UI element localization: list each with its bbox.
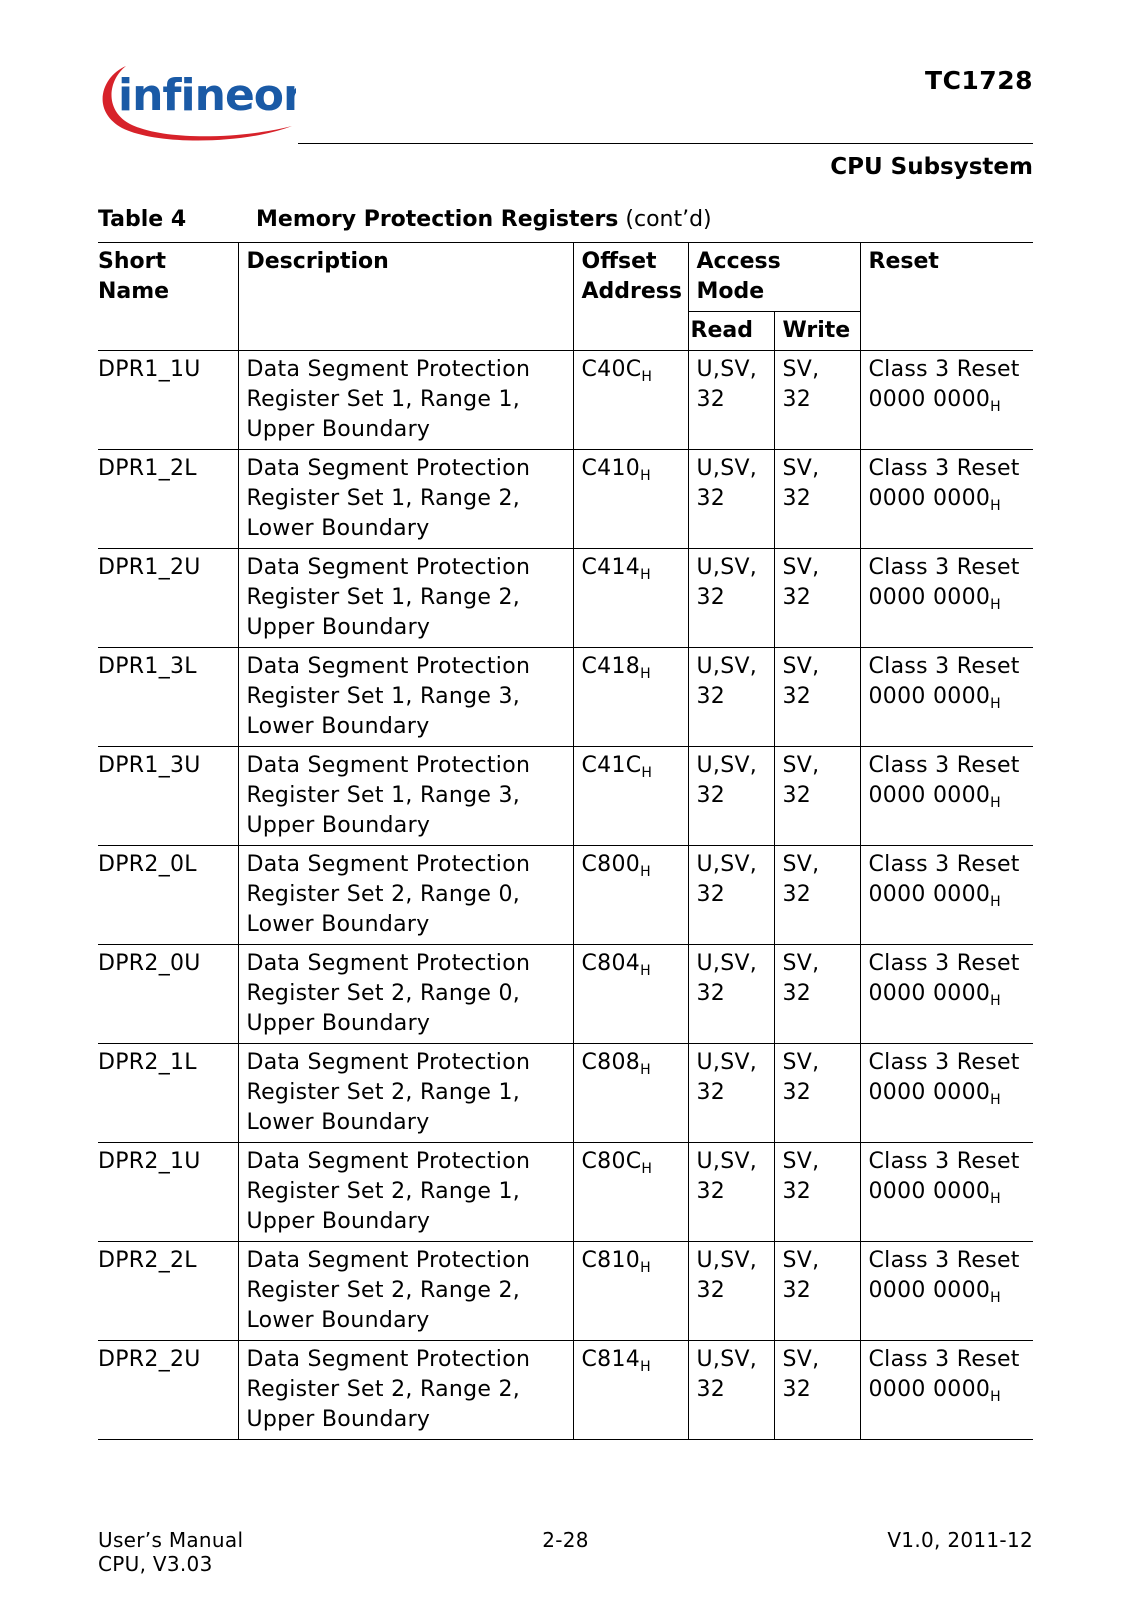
read-access: U,SV, 32 — [696, 456, 758, 511]
register-description: Data Segment Protection Register Set 2, Range 0, Lower Boundary — [246, 852, 531, 937]
offset-subscript: H — [640, 468, 651, 484]
reset-value: 0000 0000 — [868, 882, 991, 907]
register-name: DPR2_0L — [98, 852, 197, 877]
cell-offset — [573, 351, 688, 450]
register-name: DPR2_1U — [98, 1149, 201, 1174]
reset-class: Class 3 Reset — [868, 456, 1020, 481]
cell-read — [688, 846, 774, 945]
write-access: SV, 32 — [782, 1248, 820, 1303]
write-access: SV, 32 — [782, 357, 820, 412]
register-table — [98, 242, 1033, 1440]
reset-subscript: H — [990, 597, 1001, 613]
offset-value: C804 — [581, 951, 641, 976]
cell-offset — [573, 846, 688, 945]
header-rule — [298, 143, 1033, 144]
register-description: Data Segment Protection Register Set 1, Range 3, Upper Boundary — [246, 753, 531, 838]
reset-class: Class 3 Reset — [868, 1347, 1020, 1372]
cell-offset — [573, 450, 688, 549]
reset-class: Class 3 Reset — [868, 357, 1020, 382]
cell-read — [688, 450, 774, 549]
table-row — [98, 648, 1033, 747]
reset-value: 0000 0000 — [868, 1179, 991, 1204]
footer-manual: User’s Manual — [98, 1528, 244, 1552]
reset-class: Class 3 Reset — [868, 951, 1020, 976]
cell-read — [688, 945, 774, 1044]
reset-subscript: H — [990, 498, 1001, 514]
table-row — [98, 351, 1033, 450]
cell-offset — [573, 549, 688, 648]
offset-subscript: H — [640, 666, 651, 682]
cell-short-name — [98, 648, 238, 747]
table-number: Table 4 — [98, 207, 187, 232]
reset-value: 0000 0000 — [868, 981, 991, 1006]
cell-write — [774, 1242, 860, 1341]
register-description: Data Segment Protection Register Set 2, Range 1, Lower Boundary — [246, 1050, 531, 1135]
reset-value: 0000 0000 — [868, 1377, 991, 1402]
register-name: DPR2_2L — [98, 1248, 197, 1273]
cell-description — [238, 747, 573, 846]
cell-offset — [573, 945, 688, 1044]
reset-class: Class 3 Reset — [868, 1050, 1020, 1075]
cell-read — [688, 549, 774, 648]
offset-subscript: H — [640, 864, 651, 880]
reset-class: Class 3 Reset — [868, 852, 1020, 877]
header-short-name: Short Name — [98, 243, 238, 351]
cell-read — [688, 1143, 774, 1242]
table-row — [98, 1143, 1033, 1242]
cell-reset — [860, 1044, 1033, 1143]
reset-subscript: H — [990, 1389, 1001, 1405]
offset-subscript: H — [641, 1161, 653, 1177]
register-name: DPR1_2U — [98, 555, 201, 580]
read-access: U,SV, 32 — [696, 357, 758, 412]
cell-description — [238, 846, 573, 945]
cell-description — [238, 1044, 573, 1143]
cell-short-name — [98, 945, 238, 1044]
reset-value: 0000 0000 — [868, 486, 991, 511]
reset-subscript: H — [990, 1290, 1001, 1306]
register-name: DPR2_2U — [98, 1347, 201, 1372]
cell-write — [774, 747, 860, 846]
register-name: DPR1_3U — [98, 753, 201, 778]
table-caption — [98, 207, 712, 232]
offset-value: C410 — [581, 456, 641, 481]
footer-version: V1.0, 2011-12 — [887, 1528, 1033, 1552]
cell-read — [688, 648, 774, 747]
register-description: Data Segment Protection Register Set 2, Range 2, Lower Boundary — [246, 1248, 531, 1333]
register-description: Data Segment Protection Register Set 2, Range 2, Upper Boundary — [246, 1347, 531, 1432]
offset-subscript: H — [640, 1062, 651, 1078]
read-access: U,SV, 32 — [696, 951, 758, 1006]
cell-short-name — [98, 747, 238, 846]
infineon-logo-graphic — [96, 58, 296, 150]
offset-subscript: H — [640, 963, 651, 979]
table-row — [98, 846, 1033, 945]
cell-reset — [860, 747, 1033, 846]
reset-value: 0000 0000 — [868, 1278, 991, 1303]
register-name: DPR2_1L — [98, 1050, 197, 1075]
reset-class: Class 3 Reset — [868, 555, 1020, 580]
cell-description — [238, 1341, 573, 1440]
cell-short-name — [98, 1143, 238, 1242]
cell-offset — [573, 747, 688, 846]
cell-read — [688, 747, 774, 846]
offset-value: C418 — [581, 654, 641, 679]
offset-subscript: H — [641, 765, 653, 781]
footer-page-number: 2-28 — [542, 1528, 589, 1552]
cell-offset — [573, 1044, 688, 1143]
cell-reset — [860, 846, 1033, 945]
header-offset-address: Offset Address — [573, 243, 688, 351]
cell-short-name — [98, 1044, 238, 1143]
cell-read — [688, 1044, 774, 1143]
read-access: U,SV, 32 — [696, 1347, 758, 1402]
cell-write — [774, 351, 860, 450]
write-access: SV, 32 — [782, 456, 820, 511]
table-row — [98, 1242, 1033, 1341]
cell-read — [688, 351, 774, 450]
header-description: Description — [238, 243, 573, 351]
register-description: Data Segment Protection Register Set 1, Range 1, Upper Boundary — [246, 357, 531, 442]
write-access: SV, 32 — [782, 1050, 820, 1105]
cell-short-name — [98, 450, 238, 549]
cell-read — [688, 1341, 774, 1440]
cell-short-name — [98, 549, 238, 648]
cell-description — [238, 945, 573, 1044]
cell-short-name — [98, 846, 238, 945]
reset-value: 0000 0000 — [868, 684, 991, 709]
register-description: Data Segment Protection Register Set 1, Range 2, Upper Boundary — [246, 555, 531, 640]
register-name: DPR2_0U — [98, 951, 201, 976]
table-row — [98, 1044, 1033, 1143]
table-title: Memory Protection Registers — [256, 207, 619, 232]
offset-value: C414 — [581, 555, 641, 580]
offset-value: C814 — [581, 1347, 641, 1372]
cell-offset — [573, 1242, 688, 1341]
table-row — [98, 945, 1033, 1044]
reset-subscript: H — [990, 399, 1001, 415]
write-access: SV, 32 — [782, 753, 820, 808]
write-access: SV, 32 — [782, 555, 820, 610]
register-table-container — [98, 242, 1033, 1440]
cell-offset — [573, 648, 688, 747]
cell-write — [774, 1143, 860, 1242]
infineon-logo — [96, 58, 296, 150]
cell-write — [774, 1341, 860, 1440]
table-row — [98, 747, 1033, 846]
offset-subscript: H — [640, 567, 651, 583]
offset-subscript: H — [640, 1359, 651, 1375]
table-row — [98, 450, 1033, 549]
write-access: SV, 32 — [782, 1347, 820, 1402]
cell-write — [774, 648, 860, 747]
cell-short-name — [98, 1341, 238, 1440]
footer-module: CPU, V3.03 — [98, 1552, 213, 1576]
reset-subscript: H — [990, 795, 1001, 811]
cell-description — [238, 1143, 573, 1242]
cell-write — [774, 846, 860, 945]
offset-value: C41C — [581, 753, 642, 778]
write-access: SV, 32 — [782, 951, 820, 1006]
reset-class: Class 3 Reset — [868, 1149, 1020, 1174]
write-access: SV, 32 — [782, 852, 820, 907]
offset-subscript: H — [641, 369, 653, 385]
cell-reset — [860, 945, 1033, 1044]
register-description: Data Segment Protection Register Set 2, Range 0, Upper Boundary — [246, 951, 531, 1036]
cell-offset — [573, 1341, 688, 1440]
cell-reset — [860, 1143, 1033, 1242]
cell-write — [774, 549, 860, 648]
cell-description — [238, 648, 573, 747]
reset-class: Class 3 Reset — [868, 753, 1020, 778]
cell-write — [774, 945, 860, 1044]
header-read: Read — [688, 312, 774, 351]
cell-short-name — [98, 1242, 238, 1341]
register-description: Data Segment Protection Register Set 2, Range 1, Upper Boundary — [246, 1149, 531, 1234]
header-reset: Reset — [860, 243, 1033, 351]
cell-reset — [860, 648, 1033, 747]
document-id: TC1728 — [925, 66, 1033, 95]
cell-short-name — [98, 351, 238, 450]
reset-value: 0000 0000 — [868, 783, 991, 808]
offset-value: C80C — [581, 1149, 642, 1174]
offset-value: C810 — [581, 1248, 641, 1273]
table-title-suffix: (cont’d) — [618, 207, 712, 232]
offset-value: C40C — [581, 357, 642, 382]
register-description: Data Segment Protection Register Set 1, Range 3, Lower Boundary — [246, 654, 531, 739]
cell-description — [238, 351, 573, 450]
reset-value: 0000 0000 — [868, 585, 991, 610]
cell-reset — [860, 1341, 1033, 1440]
logo-wordmark: infineon — [118, 70, 296, 121]
register-description: Data Segment Protection Register Set 1, Range 2, Lower Boundary — [246, 456, 531, 541]
read-access: U,SV, 32 — [696, 654, 758, 709]
register-name: DPR1_2L — [98, 456, 197, 481]
register-name: DPR1_1U — [98, 357, 201, 382]
cell-description — [238, 549, 573, 648]
table-row — [98, 549, 1033, 648]
reset-subscript: H — [990, 696, 1001, 712]
reset-subscript: H — [990, 993, 1001, 1009]
reset-subscript: H — [990, 1191, 1001, 1207]
read-access: U,SV, 32 — [696, 1149, 758, 1204]
reset-subscript: H — [990, 1092, 1001, 1108]
read-access: U,SV, 32 — [696, 555, 758, 610]
read-access: U,SV, 32 — [696, 852, 758, 907]
read-access: U,SV, 32 — [696, 1050, 758, 1105]
reset-value: 0000 0000 — [868, 1080, 991, 1105]
reset-class: Class 3 Reset — [868, 654, 1020, 679]
register-table-body — [98, 351, 1033, 1440]
cell-write — [774, 1044, 860, 1143]
cell-read — [688, 1242, 774, 1341]
read-access: U,SV, 32 — [696, 753, 758, 808]
cell-write — [774, 450, 860, 549]
cell-reset — [860, 1242, 1033, 1341]
cell-reset — [860, 549, 1033, 648]
write-access: SV, 32 — [782, 1149, 820, 1204]
reset-subscript: H — [990, 894, 1001, 910]
register-name: DPR1_3L — [98, 654, 197, 679]
section-title: CPU Subsystem — [830, 154, 1033, 180]
cell-description — [238, 1242, 573, 1341]
reset-value: 0000 0000 — [868, 387, 991, 412]
offset-value: C800 — [581, 852, 641, 877]
read-access: U,SV, 32 — [696, 1248, 758, 1303]
offset-value: C808 — [581, 1050, 641, 1075]
write-access: SV, 32 — [782, 654, 820, 709]
offset-subscript: H — [640, 1260, 651, 1276]
cell-offset — [573, 1143, 688, 1242]
cell-reset — [860, 351, 1033, 450]
header-write: Write — [774, 312, 860, 351]
cell-reset — [860, 450, 1033, 549]
reset-class: Class 3 Reset — [868, 1248, 1020, 1273]
cell-description — [238, 450, 573, 549]
header-access-mode: Access Mode — [688, 243, 860, 312]
table-row — [98, 1341, 1033, 1440]
